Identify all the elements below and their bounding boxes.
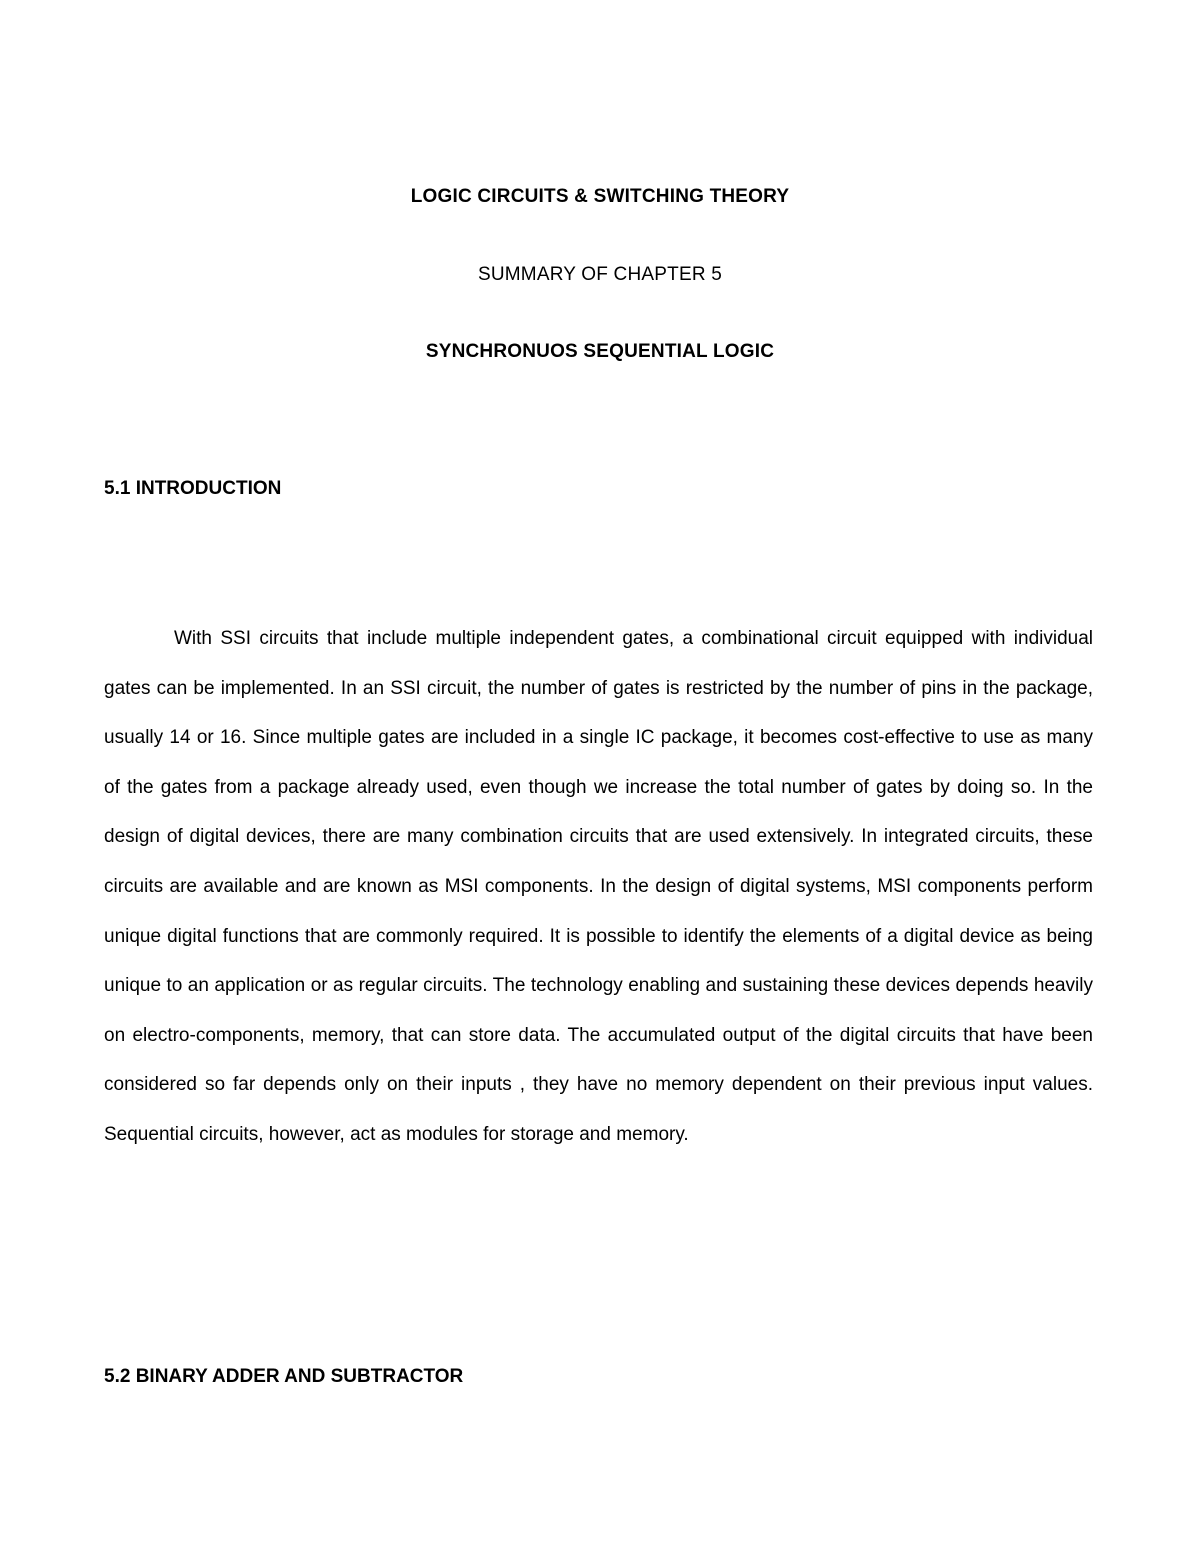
document-title: LOGIC CIRCUITS & SWITCHING THEORY: [410, 186, 790, 207]
section-heading-introduction: 5.1 INTRODUCTION: [104, 478, 282, 499]
section-heading-binary-adder: 5.2 BINARY ADDER AND SUBTRACTOR: [104, 1366, 464, 1387]
chapter-title: SYNCHRONUOS SEQUENTIAL LOGIC: [425, 341, 775, 362]
document-subtitle: SUMMARY OF CHAPTER 5: [477, 264, 722, 285]
introduction-paragraph: With SSI circuits that include multiple independent gates, a combinational circuit equipped with individual gates can be implemented. In an SSI circuit, the number of gates is restricted by the number of pins in the package, usually 14 or 16. Since multiple gates are included in a single IC package, it becomes cost-effective to use as many of the gates from a package already used, even though we increase the total number of gates by doing so. In the design of digital devices, there are many combination circuits that are used extensively. In integrated circuits, these circuits are available and are known as MSI components. In the design of digital systems, MSI components perform unique digital functions that are commonly required. It is possible to identify the elements of a digital device as being unique to an application or as regular circuits. The technology enabling and sustaining these devices depends heavily on electro-components, memory, that can store data. The accumulated output of the digital circuits that have been considered so far depends only on their inputs , they have no memory dependent on their previous input values. Sequential circuits, however, act as modules for storage and memory.: [104, 628, 1093, 1145]
